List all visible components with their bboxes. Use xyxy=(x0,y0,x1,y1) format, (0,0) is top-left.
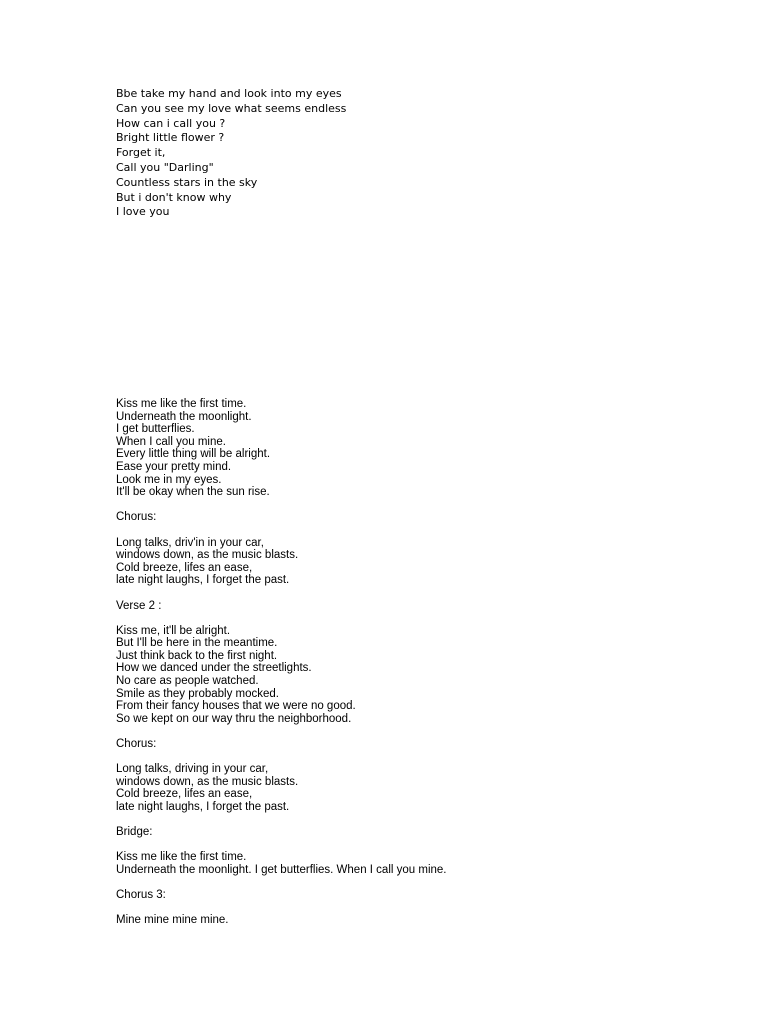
lyric-line: When I call you mine. xyxy=(116,435,226,448)
lyric-line: Underneath the moonlight. I get butterflies. When I call you mine. xyxy=(116,863,447,876)
poem-line: But i don't know why xyxy=(116,190,232,204)
bridge-heading: Bridge: xyxy=(116,826,153,839)
lyric-line: How we danced under the streetlights. xyxy=(116,662,312,675)
lyric-line: windows down, as the music blasts. xyxy=(116,549,299,562)
lyric-line: Just think back to the first night. xyxy=(116,649,278,662)
poem-line: Bright little flower ? xyxy=(116,131,225,145)
chorus-3-heading: Chorus 3: xyxy=(116,889,166,902)
lyric-line: Every little thing will be alright. xyxy=(116,448,271,461)
poem-line: Bbe take my hand and look into my eyes xyxy=(116,87,342,100)
lyric-line: Long talks, driving in your car, xyxy=(116,763,269,776)
lyric-line: Smile as they probably mocked. xyxy=(116,687,279,700)
lyric-line: Long talks, driv'in in your car, xyxy=(116,536,264,549)
lyric-line: I get butterflies. xyxy=(116,423,195,436)
blank-line xyxy=(116,587,676,600)
blank-line xyxy=(116,725,676,738)
song-lyrics xyxy=(116,398,676,927)
lyric-line: It'll be okay when the sun rise. xyxy=(116,486,270,499)
lyric-line: Kiss me like the first time. xyxy=(116,398,247,410)
lyric-line: No care as people watched. xyxy=(116,675,259,688)
lyric-line: Look me in my eyes. xyxy=(116,473,222,486)
chorus-1 xyxy=(116,537,676,587)
lyric-line: So we kept on our way thru the neighborhood. xyxy=(116,712,352,725)
poem-line: I love you xyxy=(116,205,170,219)
lyric-line: Mine mine mine mine. xyxy=(116,914,229,927)
lyric-line: From their fancy houses that we were no good. xyxy=(116,700,356,713)
poem-line: Countless stars in the sky xyxy=(116,175,258,189)
blank-line xyxy=(116,902,676,915)
blank-line xyxy=(116,877,676,890)
lyric-line: Ease your pretty mind. xyxy=(116,460,232,473)
poem-line: Forget it, xyxy=(116,146,166,160)
chorus-1-heading: Chorus: xyxy=(116,511,157,524)
blank-line xyxy=(116,612,676,625)
lyric-line: late night laughs, I forget the past. xyxy=(116,801,290,813)
lyric-line: But I'll be here in the meantime. xyxy=(116,637,278,650)
verse-1 xyxy=(116,398,676,499)
lyric-line: Underneath the moonlight. xyxy=(116,410,252,423)
lyric-line: Cold breeze, lifes an ease, xyxy=(116,561,253,574)
verse-2-heading: Verse 2 : xyxy=(116,599,162,612)
chorus-3 xyxy=(116,914,676,927)
blank-line xyxy=(116,524,676,537)
lyric-line: Kiss me, it'll be alright. xyxy=(116,624,231,637)
bridge xyxy=(116,851,676,876)
poem-line: Can you see my love what seems endless xyxy=(116,101,347,115)
lyric-line: late night laughs, I forget the past. xyxy=(116,574,290,587)
blank-line xyxy=(116,814,676,827)
blank-line xyxy=(116,751,676,764)
lyric-line: Cold breeze, lifes an ease, xyxy=(116,788,253,801)
chorus-2-heading: Chorus: xyxy=(116,738,157,751)
blank-line xyxy=(116,499,676,512)
verse-2 xyxy=(116,625,676,726)
lyric-line: windows down, as the music blasts. xyxy=(116,775,299,788)
chorus-2 xyxy=(116,763,676,813)
poem-line: How can i call you ? xyxy=(116,116,226,130)
blank-line xyxy=(116,839,676,852)
poem-line: Call you "Darling" xyxy=(116,160,214,174)
lyric-line: Kiss me like the first time. xyxy=(116,851,247,864)
intro-poem xyxy=(116,87,676,220)
